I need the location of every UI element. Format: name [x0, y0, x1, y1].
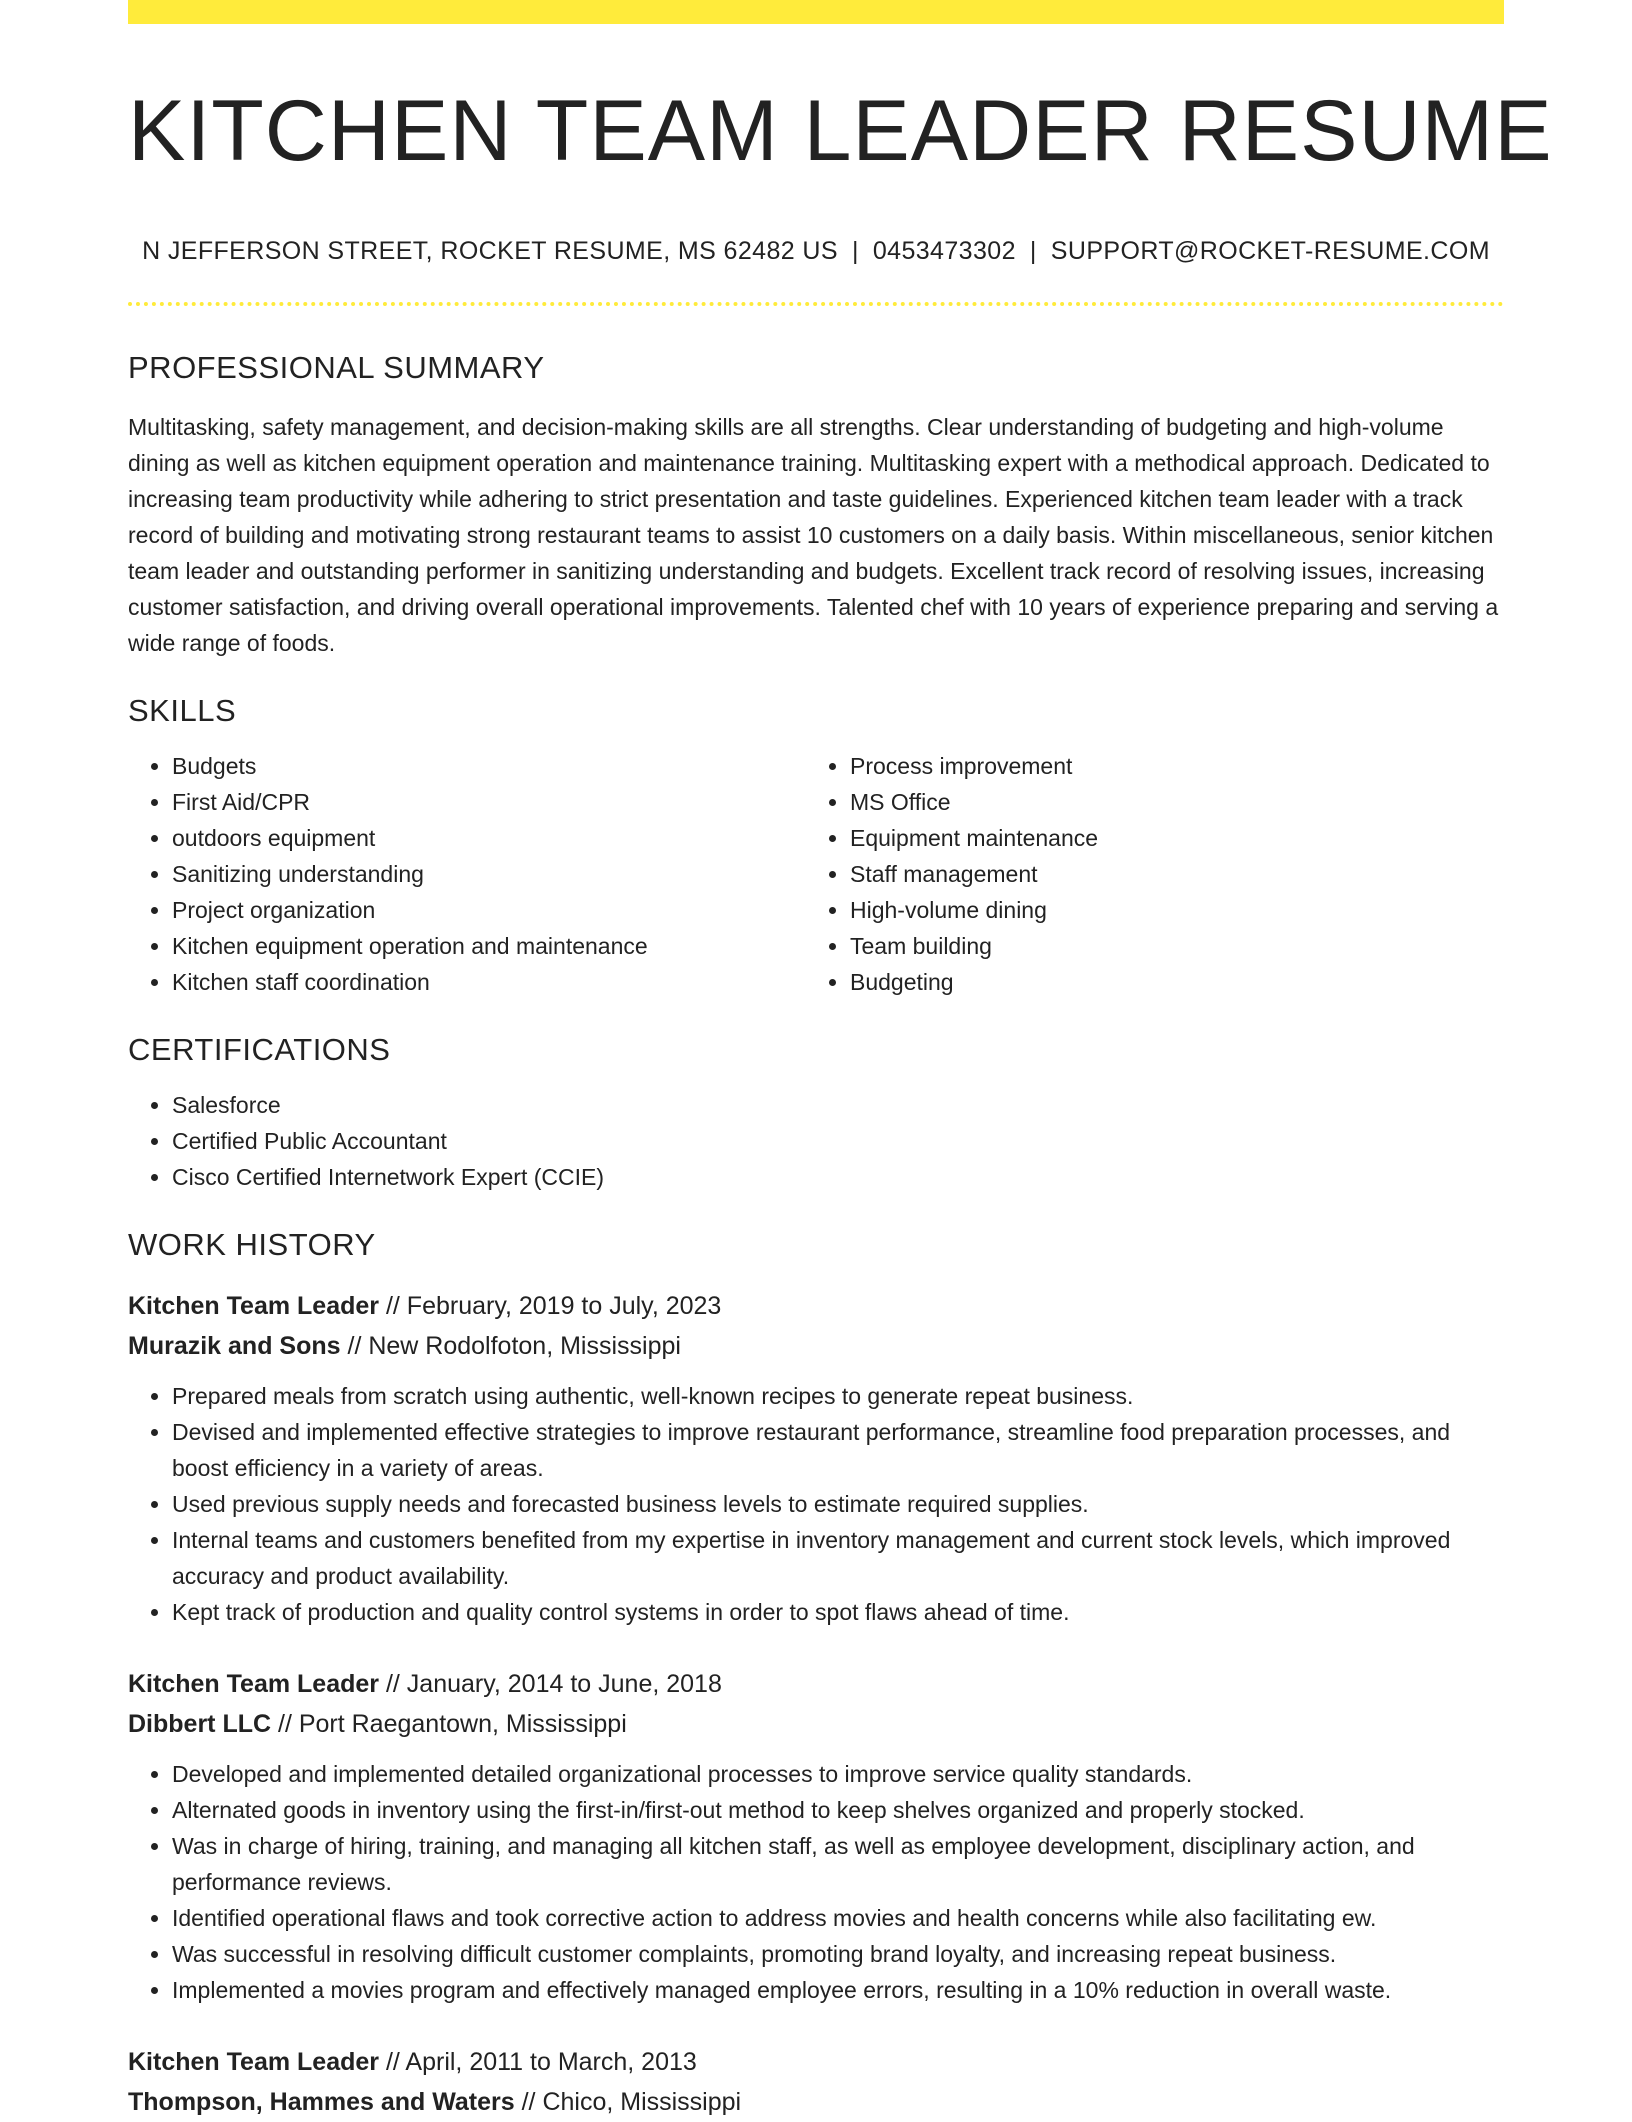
- skill-item: • Staff management: [850, 856, 1484, 892]
- job-company-line: [128, 1326, 1504, 1366]
- accent-top-bar: [128, 0, 1504, 24]
- job-title: Kitchen Team Leader: [128, 1291, 380, 1320]
- job-dates: // April, 2011 to March, 2013: [379, 2047, 697, 2076]
- job-company-line: [128, 1704, 1504, 1744]
- job-bullets: [128, 1378, 1504, 1630]
- job-location: // New Rodolfoton, Mississippi: [340, 1331, 681, 1360]
- job-location: // Chico, Mississippi: [514, 2087, 742, 2116]
- skill-item: • Kitchen staff coordination: [172, 964, 806, 1000]
- job-bullet: • Used previous supply needs and forecasted business levels to estimate required supplies.: [172, 1486, 1504, 1522]
- skill-item: • Budgets: [172, 748, 806, 784]
- certifications-list: [128, 1087, 1504, 1195]
- skill-item: • Project organization: [172, 892, 806, 928]
- contact-phone[interactable]: 0453473302: [872, 236, 1016, 265]
- job-bullet: • Kept track of production and quality control systems in order to spot flaws ahead of time.: [172, 1594, 1504, 1630]
- job-company: Thompson, Hammes and Waters: [128, 2087, 515, 2116]
- skill-item: • Sanitizing understanding: [172, 856, 806, 892]
- job-entry: [128, 1664, 1504, 2008]
- contact-separator: |: [851, 236, 859, 265]
- job-company: Murazik and Sons: [128, 1331, 341, 1360]
- contact-line: [128, 237, 1504, 266]
- certification-item: • Cisco Certified Internetwork Expert (CCIE): [172, 1159, 1504, 1195]
- resume-page: [128, 0, 1553, 2122]
- job-entry: [128, 1286, 1504, 1630]
- job-bullet: • Prepared meals from scratch using authentic, well-known recipes to generate repeat business.: [172, 1378, 1504, 1414]
- skill-item: • Kitchen equipment operation and maintenance: [172, 928, 806, 964]
- skill-item: • High-volume dining: [850, 892, 1484, 928]
- skill-item: • Budgeting: [850, 964, 1484, 1000]
- skill-item: • Team building: [850, 928, 1484, 964]
- skill-item: • Process improvement: [850, 748, 1484, 784]
- dotted-divider: [128, 302, 1504, 306]
- job-bullets: [128, 1756, 1504, 2008]
- job-bullet: • Was in charge of hiring, training, and managing all kitchen staff, as well as employee development, disciplinary action, and performance reviews.: [172, 1828, 1504, 1900]
- job-bullet: • Internal teams and customers benefited from my expertise in inventory management and current stock levels, which improved accuracy and product availability.: [172, 1522, 1504, 1594]
- skills-list-right: [806, 748, 1484, 1000]
- summary-text: Multitasking, safety management, and decision-making skills are all strengths. Clear understanding of budgeting and high-volume dining as well as kitchen equipment operation and maintenance training. Multitasking expert with a methodical approach. Dedicated to increasing team productivity while adhering to strict presentation and taste guidelines. Experienced kitchen team leader with a track record of building and motivating strong restaurant teams to assist 10 customers on a daily basis. Within miscellaneous, senior kitchen team leader and outstanding performer in sanitizing understanding and budgets. Excellent track record of resolving issues, increasing customer satisfaction, and driving overall operational improvements. Talented chef with 10 years of experience preparing and serving a wide range of foods.: [128, 413, 1499, 656]
- skill-item: • MS Office: [850, 784, 1484, 820]
- job-bullet: • Alternated goods in inventory using the first-in/first-out method to keep shelves organized and properly stocked.: [172, 1792, 1504, 1828]
- job-bullet: • Developed and implemented detailed organizational processes to improve service quality standards.: [172, 1756, 1504, 1792]
- job-entry: [128, 2042, 1504, 2122]
- job-title-line: [128, 1664, 1504, 1704]
- job-company-line: [128, 2082, 1504, 2122]
- contact-separator: |: [1029, 236, 1037, 265]
- job-bullet: • Was successful in resolving difficult customer complaints, promoting brand loyalty, and increasing repeat business.: [172, 1936, 1504, 1972]
- job-location: // Port Raegantown, Mississippi: [271, 1709, 627, 1738]
- skill-item: • First Aid/CPR: [172, 784, 806, 820]
- job-title: Kitchen Team Leader: [128, 1669, 380, 1698]
- resume-title: KITCHEN TEAM LEADER RESUME: [128, 83, 1553, 179]
- skill-item: • outdoors equipment: [172, 820, 806, 856]
- job-bullet: • Devised and implemented effective strategies to improve restaurant performance, streamline food preparation processes, and boost efficiency in a variety of areas.: [172, 1414, 1504, 1486]
- job-title: Kitchen Team Leader: [128, 2047, 380, 2076]
- work-history-heading: WORK HISTORY: [128, 1226, 376, 1262]
- certification-item: • Salesforce: [172, 1087, 1504, 1123]
- job-bullet: • Identified operational flaws and took corrective action to address movies and health concerns while also facilitating ew.: [172, 1900, 1504, 1936]
- job-title-line: [128, 2042, 1504, 2082]
- job-dates: // January, 2014 to June, 2018: [379, 1669, 722, 1698]
- summary-heading: PROFESSIONAL SUMMARY: [128, 349, 545, 385]
- certification-item: • Certified Public Accountant: [172, 1123, 1504, 1159]
- contact-email[interactable]: SUPPORT@ROCKET-RESUME.COM: [1050, 236, 1490, 265]
- skill-item: • Equipment maintenance: [850, 820, 1484, 856]
- job-company: Dibbert LLC: [128, 1709, 272, 1738]
- job-bullet: • Implemented a movies program and effectively managed employee errors, resulting in a 10% reduction in overall waste.: [172, 1972, 1504, 2008]
- job-dates: // February, 2019 to July, 2023: [379, 1291, 722, 1320]
- certifications-heading: CERTIFICATIONS: [128, 1031, 391, 1067]
- skills-list-left: [128, 748, 806, 1000]
- skills-heading: SKILLS: [128, 692, 237, 728]
- contact-address: N JEFFERSON STREET, ROCKET RESUME, MS 62482 US: [142, 236, 838, 265]
- job-title-line: [128, 1286, 1504, 1326]
- skills-grid: [128, 748, 1504, 1000]
